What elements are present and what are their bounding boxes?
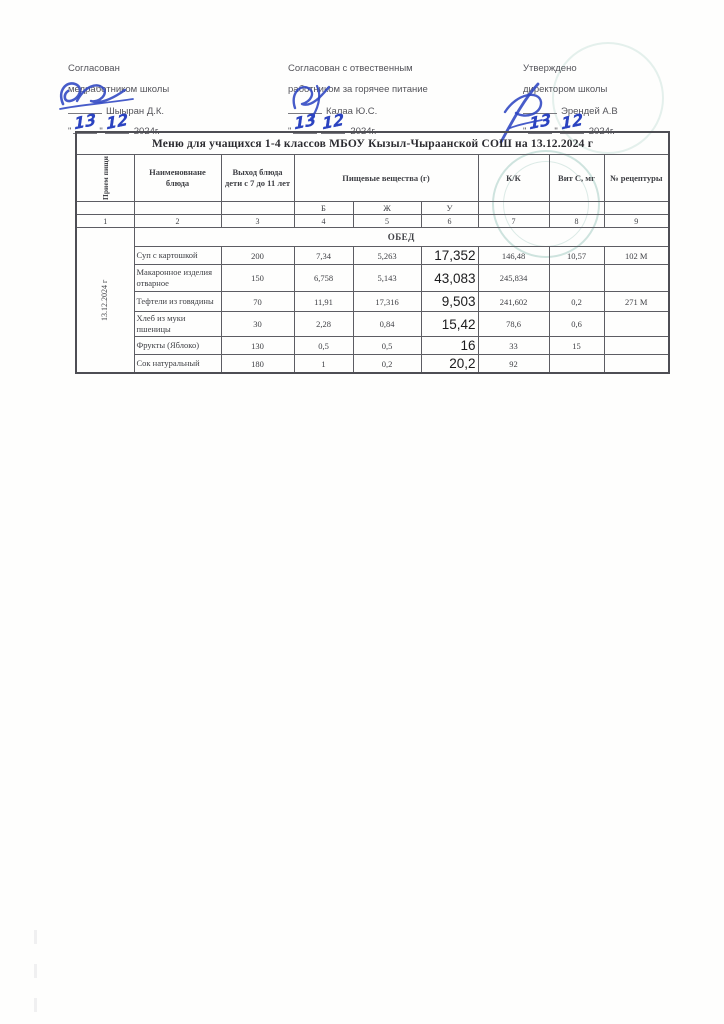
portion-value: 180 bbox=[221, 355, 294, 374]
meal-section-label: ОБЕД bbox=[134, 228, 669, 247]
kcal-value: 146,48 bbox=[478, 247, 549, 265]
vitc-value: 0,6 bbox=[549, 312, 604, 337]
approval-block-catering bbox=[288, 64, 488, 138]
subcol-fat: Ж bbox=[353, 202, 421, 215]
approver-name: Калаа Ю.С. bbox=[326, 105, 378, 117]
protein-value: 6,758 bbox=[294, 265, 353, 292]
date-year: 2024г. bbox=[133, 126, 160, 138]
table-row bbox=[76, 337, 669, 355]
empty-cell bbox=[604, 202, 669, 215]
dish-name: Суп с картошкой bbox=[134, 247, 221, 265]
column-number-row bbox=[76, 215, 669, 228]
fat-value: 5,143 bbox=[353, 265, 421, 292]
empty-cell bbox=[221, 202, 294, 215]
col-header-dish: Наименовнане блюда bbox=[134, 155, 221, 202]
portion-value: 70 bbox=[221, 292, 294, 312]
subcol-carbs: У bbox=[421, 202, 478, 215]
handwritten-day: 13 bbox=[294, 109, 317, 134]
carbs-value: 43,083 bbox=[421, 265, 478, 292]
col-header-vitc: Вит С, мг bbox=[549, 155, 604, 202]
fat-value: 0,5 bbox=[353, 337, 421, 355]
date-year: 2024г. bbox=[350, 126, 377, 138]
approval-role-line: Утверждено bbox=[523, 63, 577, 74]
carbs-value: 15,42 bbox=[421, 312, 478, 337]
menu-table-container bbox=[75, 131, 668, 374]
dish-name: Хлеб из муки пшеницы bbox=[134, 312, 221, 337]
handwritten-month: 12 bbox=[322, 109, 345, 134]
dish-name: Сок натуральный bbox=[134, 355, 221, 374]
handwritten-day: 13 bbox=[74, 109, 97, 134]
quote-mark: " bbox=[99, 126, 103, 138]
menu-table bbox=[75, 131, 670, 374]
table-header-row bbox=[76, 155, 669, 202]
col-number: 9 bbox=[604, 215, 669, 228]
col-number: 5 bbox=[353, 215, 421, 228]
subcol-protein: Б bbox=[294, 202, 353, 215]
kcal-value: 245,834 bbox=[478, 265, 549, 292]
portion-value: 150 bbox=[221, 265, 294, 292]
vitc-value: 10,57 bbox=[549, 247, 604, 265]
carbs-value: 17,352 bbox=[421, 247, 478, 265]
carbs-value: 20,2 bbox=[421, 355, 478, 374]
approval-role-line: Согласован bbox=[68, 63, 120, 74]
protein-value: 7,34 bbox=[294, 247, 353, 265]
col-header-kk: К/К bbox=[478, 155, 549, 202]
quote-mark: " bbox=[68, 126, 72, 138]
recipe-number bbox=[604, 337, 669, 355]
vitc-value: 0,2 bbox=[549, 292, 604, 312]
protein-value: 1 bbox=[294, 355, 353, 374]
scan-edge-marks bbox=[34, 930, 37, 1020]
protein-value: 11,91 bbox=[294, 292, 353, 312]
recipe-number: 102 М bbox=[604, 247, 669, 265]
table-row bbox=[76, 355, 669, 374]
handwritten-day: 13 bbox=[529, 109, 552, 134]
portion-value: 200 bbox=[221, 247, 294, 265]
col-number: 1 bbox=[76, 215, 134, 228]
empty-cell bbox=[76, 202, 134, 215]
protein-value: 0,5 bbox=[294, 337, 353, 355]
vitc-value: 15 bbox=[549, 337, 604, 355]
col-number: 2 bbox=[134, 215, 221, 228]
recipe-number bbox=[604, 312, 669, 337]
protein-value: 2,28 bbox=[294, 312, 353, 337]
table-title-row bbox=[76, 132, 669, 155]
quote-mark: " bbox=[288, 126, 292, 138]
col-number: 6 bbox=[421, 215, 478, 228]
meal-date-cell bbox=[76, 228, 134, 374]
kcal-value: 78,6 bbox=[478, 312, 549, 337]
dish-name: Тефтели из говядины bbox=[134, 292, 221, 312]
approval-role-line: медработником школы bbox=[68, 84, 170, 96]
col-header-portion: Выход блюда дети с 7 до 11 лет bbox=[221, 155, 294, 202]
col-number: 8 bbox=[549, 215, 604, 228]
portion-value: 30 bbox=[221, 312, 294, 337]
recipe-number: 271 М bbox=[604, 292, 669, 312]
col-header-nutrients: Пищевые вещества (г) bbox=[294, 155, 478, 202]
vitc-value bbox=[549, 355, 604, 374]
empty-cell bbox=[134, 202, 221, 215]
dish-name: Фрукты (Яблоко) bbox=[134, 337, 221, 355]
table-row bbox=[76, 292, 669, 312]
col-number: 3 bbox=[221, 215, 294, 228]
carbs-value: 9,503 bbox=[421, 292, 478, 312]
recipe-number bbox=[604, 355, 669, 374]
table-row bbox=[76, 265, 669, 292]
portion-value: 130 bbox=[221, 337, 294, 355]
approval-role-line: работником за горячее питание bbox=[288, 84, 428, 96]
kcal-value: 241,602 bbox=[478, 292, 549, 312]
meal-section-row bbox=[76, 228, 669, 247]
approver-name: Шыыран Д.К. bbox=[106, 105, 165, 117]
approval-block-medworker bbox=[68, 64, 238, 138]
signature-line bbox=[288, 103, 488, 117]
approval-role-line: директором школы bbox=[523, 84, 608, 96]
quote-mark: " bbox=[523, 126, 527, 138]
col-number: 7 bbox=[478, 215, 549, 228]
empty-cell bbox=[549, 202, 604, 215]
quote-mark: " bbox=[554, 126, 558, 138]
approver-name: Эрендей А.В bbox=[561, 105, 618, 117]
menu-title: Меню для учащихся 1-4 классов МБОУ Кызыл-Чыраанской СОШ на 13.12.2024 г bbox=[76, 132, 669, 155]
table-row bbox=[76, 312, 669, 337]
kcal-value: 92 bbox=[478, 355, 549, 374]
col-number: 4 bbox=[294, 215, 353, 228]
col-header-recipe: № рецептуры bbox=[604, 155, 669, 202]
kcal-value: 33 bbox=[478, 337, 549, 355]
recipe-number bbox=[604, 265, 669, 292]
dish-name: Макаронное изделия отварное bbox=[134, 265, 221, 292]
fat-value: 0,84 bbox=[353, 312, 421, 337]
table-row bbox=[76, 247, 669, 265]
approval-block-director bbox=[523, 64, 673, 138]
col-header-meal: Прием пищи bbox=[76, 155, 134, 202]
meal-date-label: 13.12.2024 г bbox=[100, 279, 110, 321]
carbs-value: 16 bbox=[421, 337, 478, 355]
approval-role-line: Согласован с отвественным bbox=[288, 63, 413, 74]
handwritten-month: 12 bbox=[560, 109, 583, 134]
fat-value: 5,263 bbox=[353, 247, 421, 265]
vitc-value bbox=[549, 265, 604, 292]
handwritten-month: 12 bbox=[105, 109, 128, 134]
nutrient-subheader-row bbox=[76, 202, 669, 215]
date-year: 2024г. bbox=[588, 126, 615, 138]
fat-value: 0,2 bbox=[353, 355, 421, 374]
empty-cell bbox=[478, 202, 549, 215]
fat-value: 17,316 bbox=[353, 292, 421, 312]
